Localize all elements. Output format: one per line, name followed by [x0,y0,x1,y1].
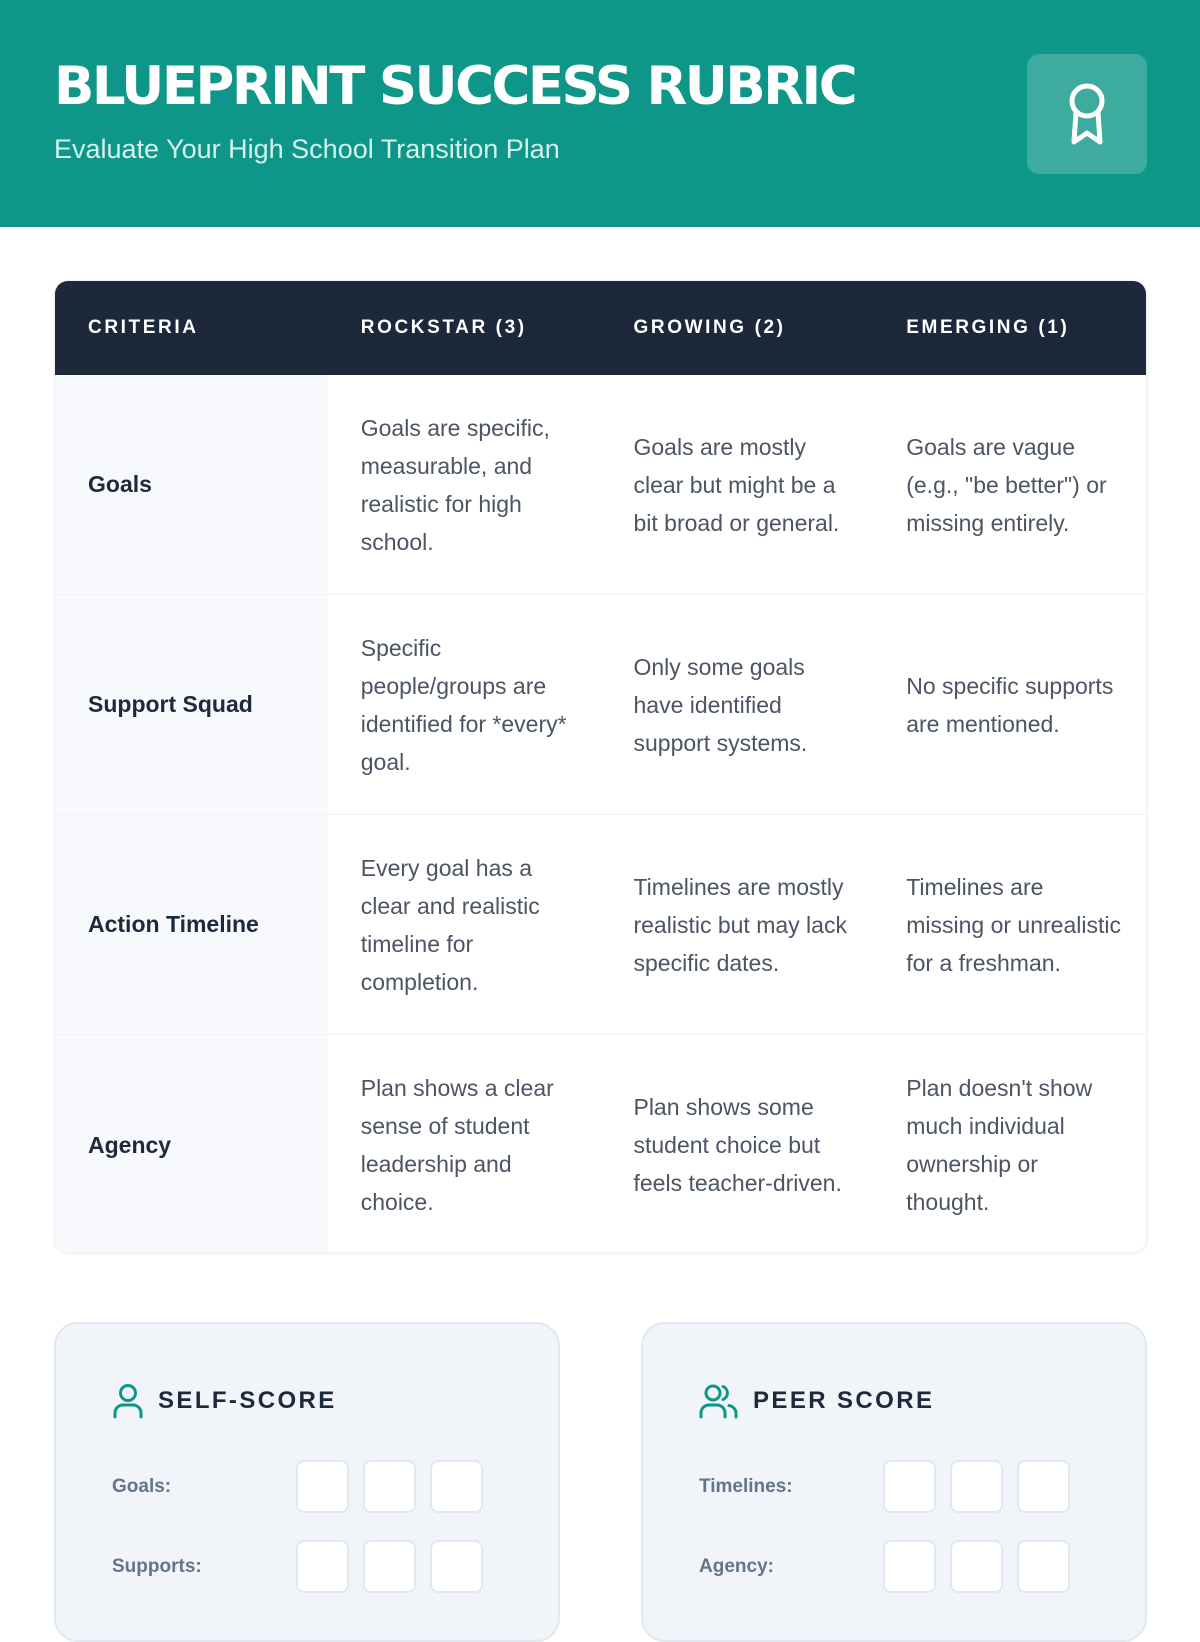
growing-cell: Plan shows some student choice but feels teacher-driven. [600,1035,873,1253]
self-score-heading [112,1381,337,1421]
rockstar-cell: Specific people/groups are identified for *every* goal. [328,595,601,814]
rockstar-cell: Goals are specific, measurable, and realistic for high school. [328,375,601,594]
score-label: Goals: [112,1476,172,1497]
criteria-cell: Agency [55,1035,328,1253]
column-header-emerging: EMERGING (1) [906,317,1070,338]
emerging-cell: No specific supports are mentioned. [873,595,1146,814]
peer-score-row-agency [699,1540,1099,1594]
score-box-3[interactable] [296,1460,349,1513]
growing-cell: Timelines are mostly realistic but may lack specific dates. [600,815,873,1034]
score-label: Agency: [699,1556,774,1577]
table-row [55,375,1146,595]
score-box-1[interactable] [1017,1540,1070,1593]
score-box-1[interactable] [1017,1460,1070,1513]
peer-score-card [641,1322,1147,1642]
score-box-3[interactable] [883,1460,936,1513]
score-box-3[interactable] [883,1540,936,1593]
score-box-1[interactable] [430,1540,483,1593]
emerging-cell: Timelines are missing or unrealistic for a freshman. [873,815,1146,1034]
table-row [55,1035,1146,1253]
criteria-cell: Support Squad [55,595,328,814]
self-score-card [54,1322,560,1642]
criteria-cell: Action Timeline [55,815,328,1034]
page-title: BLUEPRINT SUCCESS RUBRIC [54,56,856,117]
growing-cell: Goals are mostly clear but might be a bit broad or general. [600,375,873,594]
rubric-header-row [55,281,1146,375]
score-box-2[interactable] [950,1540,1003,1593]
score-box-1[interactable] [430,1460,483,1513]
users-icon [699,1383,739,1419]
self-score-title: SELF-SCORE [158,1387,337,1414]
badge-container [1027,54,1147,174]
page-subtitle: Evaluate Your High School Transition Plan [54,134,560,164]
score-box-3[interactable] [296,1540,349,1593]
peer-score-heading [699,1381,934,1421]
emerging-cell: Plan doesn't show much individual ownership or thought. [873,1035,1146,1253]
peer-score-title: PEER SCORE [753,1387,935,1414]
column-header-growing: GROWING (2) [633,317,786,338]
criteria-cell: Goals [55,375,328,594]
emerging-cell: Goals are vague (e.g., "be better") or missing entirely. [873,375,1146,594]
rockstar-cell: Plan shows a clear sense of student leadership and choice. [328,1035,601,1253]
score-box-2[interactable] [363,1540,416,1593]
award-ribbon-icon [1063,81,1111,147]
column-header-criteria: CRITERIA [88,317,199,338]
column-header-rockstar: ROCKSTAR (3) [360,317,527,338]
table-row [55,815,1146,1035]
rockstar-cell: Every goal has a clear and realistic timeline for completion. [328,815,601,1034]
score-box-2[interactable] [363,1460,416,1513]
user-icon [112,1383,144,1419]
score-label: Timelines: [699,1476,793,1497]
rubric-table [54,280,1147,1253]
self-score-row-supports [112,1540,512,1594]
score-label: Supports: [112,1556,202,1577]
page-header [0,0,1200,227]
growing-cell: Only some goals have identified support systems. [600,595,873,814]
score-box-2[interactable] [950,1460,1003,1513]
table-row [55,595,1146,815]
self-score-row-goals [112,1460,512,1514]
peer-score-row-timelines [699,1460,1099,1514]
